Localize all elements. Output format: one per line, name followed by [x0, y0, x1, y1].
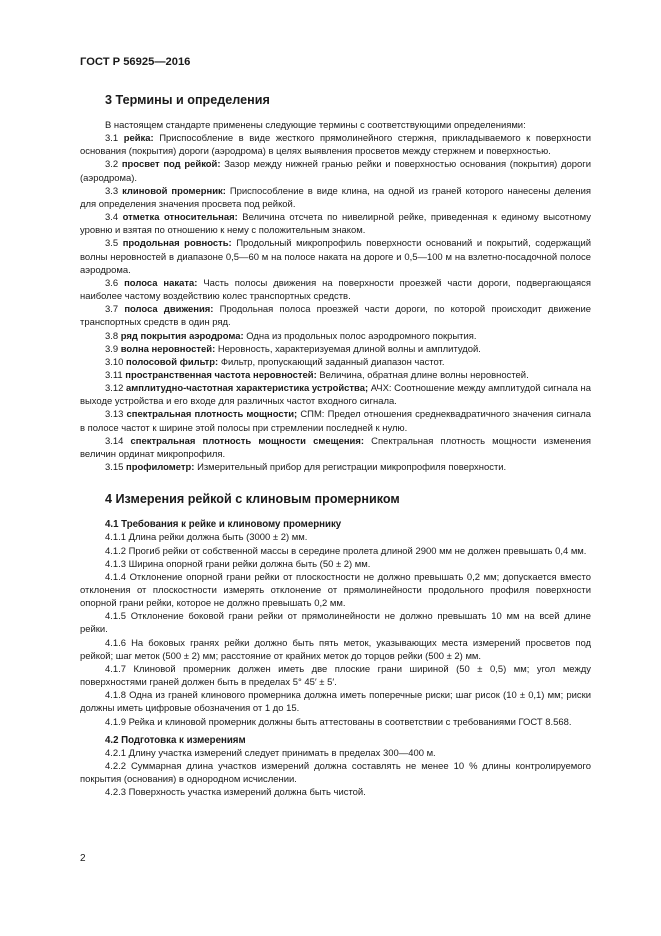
- term-definition: [80, 185, 591, 211]
- term-text: Продольный микропрофиль поверхности оснований и покрытий, содержащий волны неровностей в диапазоне 0,5—60 м на полосе наката на дороге и 0,5—100 м на взлетно-посадочной полосе аэродрома.: [80, 238, 592, 276]
- term-number: 3.4: [105, 212, 119, 224]
- term-number: 3.11: [105, 369, 123, 381]
- term-name: полосовой фильтр:: [126, 356, 219, 368]
- section-4-title: 4 Измерения рейкой с клиновым промерником: [105, 492, 400, 507]
- term-definition: [80, 132, 591, 158]
- term-name: ряд покрытия аэродрома:: [120, 330, 244, 342]
- term-definition: [80, 369, 591, 382]
- page-content: [80, 78, 591, 800]
- term-number: 3.2: [105, 159, 119, 171]
- terms-list: [80, 132, 591, 474]
- term-number: 3.14: [105, 435, 124, 447]
- subsection-4-2-title: 4.2 Подготовка к измерениям: [105, 734, 246, 746]
- term-name: полоса движения:: [124, 304, 214, 316]
- term-number: 3.6: [105, 277, 119, 289]
- clause-paragraph: 4.1.4 Отклонение опорной грани рейки от плоскостности не должно превышать 0,2 мм; допускается вместо отклонения от плоскостности измерять отклонение от прямолинейности продольного профиля поверхности опорной грани рейки, которое не должно превышать 0,2 мм.: [80, 571, 591, 610]
- term-number: 3.7: [105, 304, 119, 316]
- clause-paragraph: 4.1.6 На боковых гранях рейки должно быть пять меток, указывающих места измерений просветов под рейкой; шаг меток (500 ± 2) мм; расстояние от крайних меток до торцов рейки (500 ± 2) мм.: [80, 637, 591, 662]
- term-name: спектральная плотность мощности смещения:: [130, 435, 364, 447]
- term-text: Зазор между нижней гранью рейки и поверхностью основания (покрытия) дороги (аэродрома).: [80, 159, 591, 184]
- section-3-intro: В настоящем стандарте применены следующие термины с соответствующими определениями:: [105, 120, 526, 131]
- term-text: Измерительный прибор для регистрации микропрофиля поверхности.: [197, 462, 507, 474]
- term-text: Приспособление в виде жесткого прямолинейного стержня, прикладываемого к поверхности основания (покрытия) дороги (аэродрома) в целях выявления просветов между стержнем и поверхностью.: [80, 133, 592, 158]
- term-definition: [80, 211, 591, 237]
- term-number: 3.13: [105, 409, 124, 421]
- clause-paragraph: 4.2.3 Поверхность участка измерений должна быть чистой.: [105, 787, 366, 799]
- term-text: Приспособление в виде клина, на одной из граней которого нанесены деления для определения значения просвета под рейкой.: [80, 185, 591, 210]
- term-name: рейка:: [123, 133, 154, 145]
- term-number: 3.10: [105, 356, 124, 368]
- term-text: СПМ: Предел отношения среднеквадратичного значения сигнала в полосе частот к ширине этой полосы при стремлении последней к нулю.: [80, 409, 592, 434]
- term-number: 3.3: [105, 185, 119, 197]
- term-name: пространственная частота неровностей:: [125, 369, 317, 381]
- term-definition: [80, 277, 591, 303]
- term-number: 3.1: [105, 133, 119, 145]
- clause-paragraph: 4.1.3 Ширина опорной грани рейки должна быть (50 ± 2) мм.: [105, 558, 371, 570]
- subsection-4-2-list: [80, 747, 591, 800]
- term-definition: [80, 330, 591, 343]
- page-number: 2: [80, 853, 86, 864]
- term-text: Часть полосы движения на поверхности проезжей части дороги, подвергающаяся наиболее частому воздействию колес транспортных средств.: [80, 277, 591, 303]
- term-text: Неровность, характеризуемая длиной волны и амплитудой.: [217, 343, 481, 355]
- section-3-title: 3 Термины и определения: [105, 93, 270, 107]
- term-text: Продольная полоса проезжей части дороги, по которой происходит движение транспортных средств в один ряд.: [80, 304, 592, 329]
- term-definition: [80, 435, 591, 461]
- clause-paragraph: 4.1.1 Длина рейки должна быть (3000 ± 2) мм.: [105, 532, 308, 544]
- term-text: АЧХ: Соотношение между амплитудой сигнала на выходе устройства и его входе для различных частот входного сигнала.: [80, 383, 591, 408]
- clause-paragraph: 4.1.9 Рейка и клиновой промерник должны быть аттестованы в соответствии с требованиями ГОСТ 8.568.: [105, 716, 572, 728]
- term-name: полоса наката:: [124, 277, 198, 289]
- term-text: Величина, обратная длине волны неровностей.: [319, 369, 529, 381]
- term-text: Спектральная плотность мощности изменения величин ординат микропрофиля.: [80, 435, 591, 460]
- term-text: Одна из продольных полос аэродромного покрытия.: [246, 330, 477, 342]
- clause-paragraph: 4.2.1 Длину участка измерений следует принимать в пределах 300—400 м.: [105, 747, 436, 759]
- term-number: 3.9: [105, 343, 119, 355]
- term-number: 3.8: [105, 330, 119, 342]
- term-number: 3.15: [105, 462, 124, 474]
- term-definition: [80, 343, 591, 356]
- term-text: Фильтр, пропускающий заданный диапазон частот.: [220, 356, 445, 368]
- term-definition: [80, 158, 591, 184]
- term-name: отметка относительная:: [122, 212, 238, 224]
- clause-paragraph: 4.1.7 Клиновой промерник должен иметь две плоские грани шириной (50 ± 0,5) мм; угол между поверхностями граней должен быть в пределах 5° 45′ ± 5′.: [80, 663, 591, 689]
- term-name: профилометр:: [126, 462, 195, 474]
- term-text: Величина отсчета по нивелирной рейке, приведенная к единому высотному уровню и взятая по отношению к нему с положительным знаком.: [80, 212, 591, 237]
- term-name: клиновой промерник:: [122, 185, 226, 197]
- subsection-4-1-list: [80, 531, 591, 728]
- term-definition: [80, 408, 591, 434]
- term-name: волна неровностей:: [120, 343, 216, 355]
- term-name: просвет под рейкой:: [121, 159, 221, 171]
- term-number: 3.5: [105, 238, 119, 250]
- term-name: амплитудно-частотная характеристика устройства;: [126, 383, 369, 395]
- term-name: спектральная плотность мощности;: [126, 409, 298, 421]
- term-definition: [80, 382, 591, 408]
- term-definition: [80, 461, 591, 474]
- term-definition: [80, 237, 591, 276]
- subsection-4-1-title: 4.1 Требования к рейке и клиновому промернику: [105, 519, 342, 531]
- clause-paragraph: 4.1.2 Прогиб рейки от собственной массы в середине пролета длиной 2900 мм не должен превышать 0,4 мм.: [105, 545, 587, 557]
- clause-paragraph: 4.1.5 Отклонение боковой грани рейки от прямолинейности не должно превышать 10 мм на всей длине рейки.: [80, 611, 591, 636]
- term-name: продольная ровность:: [122, 238, 232, 250]
- clause-paragraph: 4.1.8 Одна из граней клинового промерника должна иметь поперечные риски; шаг рисок (10 ± 0,1) мм; риски должны иметь цифровые обозначения от 1 до 15.: [80, 690, 591, 715]
- term-definition: [80, 303, 591, 329]
- document-code: ГОСТ Р 56925—2016: [80, 56, 191, 68]
- term-definition: [80, 356, 591, 369]
- clause-paragraph: 4.2.2 Суммарная длина участков измерений должна составлять не менее 10 % длины контролируемого покрытия (основания) в однородном исчислении.: [80, 761, 591, 786]
- term-number: 3.12: [105, 383, 124, 395]
